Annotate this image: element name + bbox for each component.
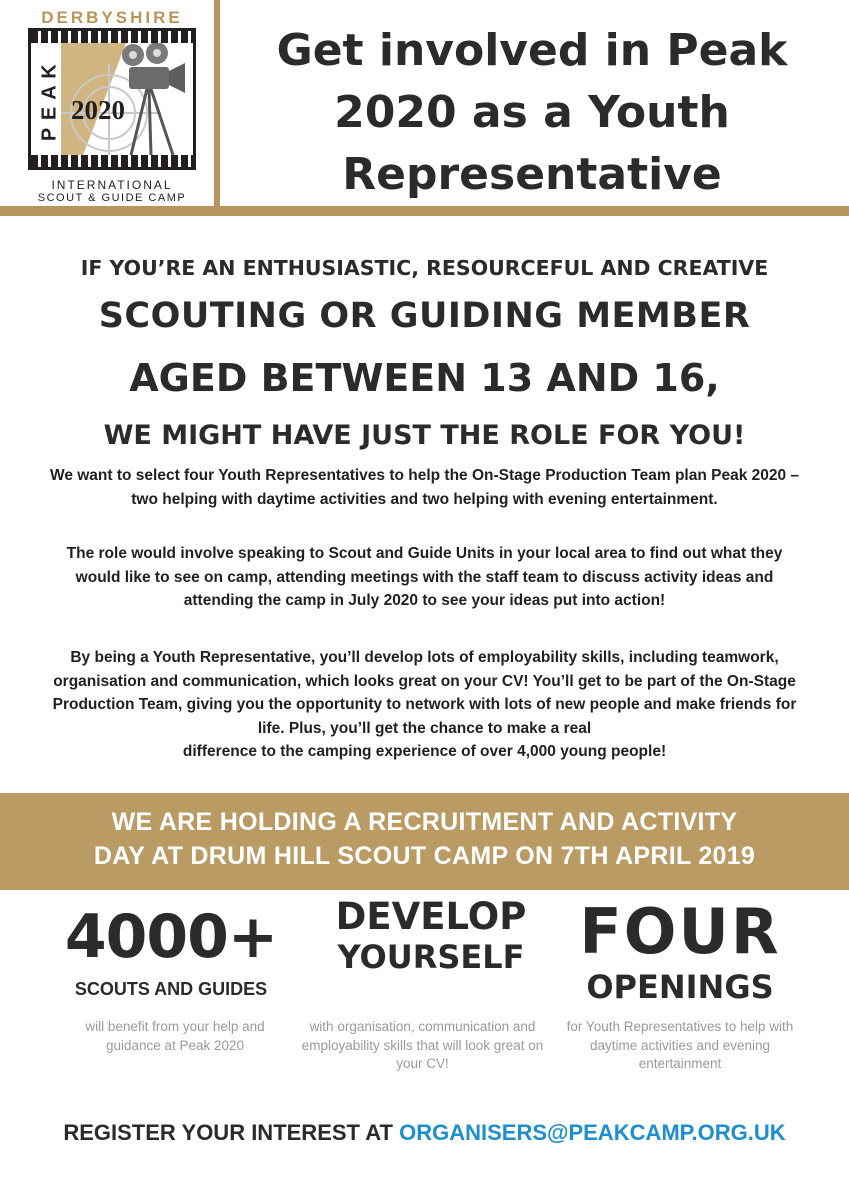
register-email-link[interactable]: ORGANISERS@PEAKCAMP.ORG.UK (399, 1120, 786, 1145)
paragraph-selection: We want to select four Youth Representatives to help the On-Stage Production Team plan Peak 2020 – two helping with daytime activities and two helping with evening entertainment. (49, 467, 800, 508)
stat-openings (560, 895, 800, 1005)
film-strip-bottom (31, 155, 193, 167)
logo-region: DERBYSHIRE (41, 8, 183, 27)
paragraph-benefits-main: By being a Youth Representative, you’ll develop lots of employability skills, including teamwork, organisation and communication, which looks great on your CV! You’ll get to be part of the On-Stage Production Team, giving you the opportunity to network with lots of new people and make friends for life. Plus, you’ll get the chance to make a real (52, 649, 797, 737)
event-banner-line-2: DAY AT DRUM HILL SCOUT CAMP ON 7TH APRIL 2019 (93, 842, 756, 870)
stat-participants-label: SCOUTS AND GUIDES (74, 979, 268, 999)
logo-subtitle-2: SCOUT & GUIDE CAMP (37, 192, 187, 204)
logo-film-frame (28, 28, 196, 170)
stat-openings-label: OPENINGS (586, 968, 774, 1006)
peak-2020-logo (24, 2, 200, 206)
stat-participants (40, 895, 302, 1000)
gold-divider-horizontal (0, 206, 849, 216)
intro-line-2: SCOUTING OR GUIDING MEMBER (98, 296, 751, 336)
event-banner-line-1: WE ARE HOLDING A RECRUITMENT AND ACTIVITY (111, 808, 738, 836)
paragraph-role: The role would involve speaking to Scout and Guide Units in your local area to find out what they would like to see on camp, attending meetings with the staff team to discuss activity ideas and attending the camp in July 2020 to see your ideas put into action! (66, 545, 783, 609)
stat-develop-label: YOURSELF (337, 938, 525, 976)
paragraph-benefits (48, 646, 801, 764)
stat-openings-figure: FOUR (579, 895, 781, 968)
film-strip-top (31, 31, 193, 43)
intro-line-3: AGED BETWEEN 13 AND 16, (129, 356, 720, 400)
logo-subtitle-1: INTERNATIONAL (51, 178, 173, 192)
gold-divider-vertical (214, 0, 220, 210)
page-title: Get involved in Peak 2020 as a Youth Representative (276, 25, 788, 200)
event-banner (0, 793, 849, 890)
stat-openings-desc: for Youth Representatives to help with daytime activities and evening entertainment (566, 1019, 794, 1071)
intro-line-4: WE MIGHT HAVE JUST THE ROLE FOR YOU! (103, 420, 746, 451)
logo-year: 2020 (71, 95, 125, 125)
event-banner-text (40, 805, 809, 873)
header (0, 0, 849, 216)
stat-develop (300, 895, 562, 975)
stat-participants-figure: 4000+ (64, 902, 278, 972)
stat-participants-desc: will benefit from your help and guidance at Peak 2020 (85, 1019, 265, 1053)
paragraph-benefits-end: difference to the camping experience of over 4,000 young people! (182, 743, 667, 760)
stat-develop-figure: DEVELOP (335, 895, 527, 938)
stat-develop-desc: with organisation, communication and employability skills that will look great on your CV! (301, 1019, 544, 1071)
intro-line-1: IF YOU’RE AN ENTHUSIASTIC, RESOURCEFUL AND CREATIVE (80, 256, 769, 280)
logo-vertical-word: K A E P (38, 64, 61, 142)
register-prefix: REGISTER YOUR INTEREST AT (63, 1120, 400, 1145)
register-footer (0, 1120, 849, 1146)
